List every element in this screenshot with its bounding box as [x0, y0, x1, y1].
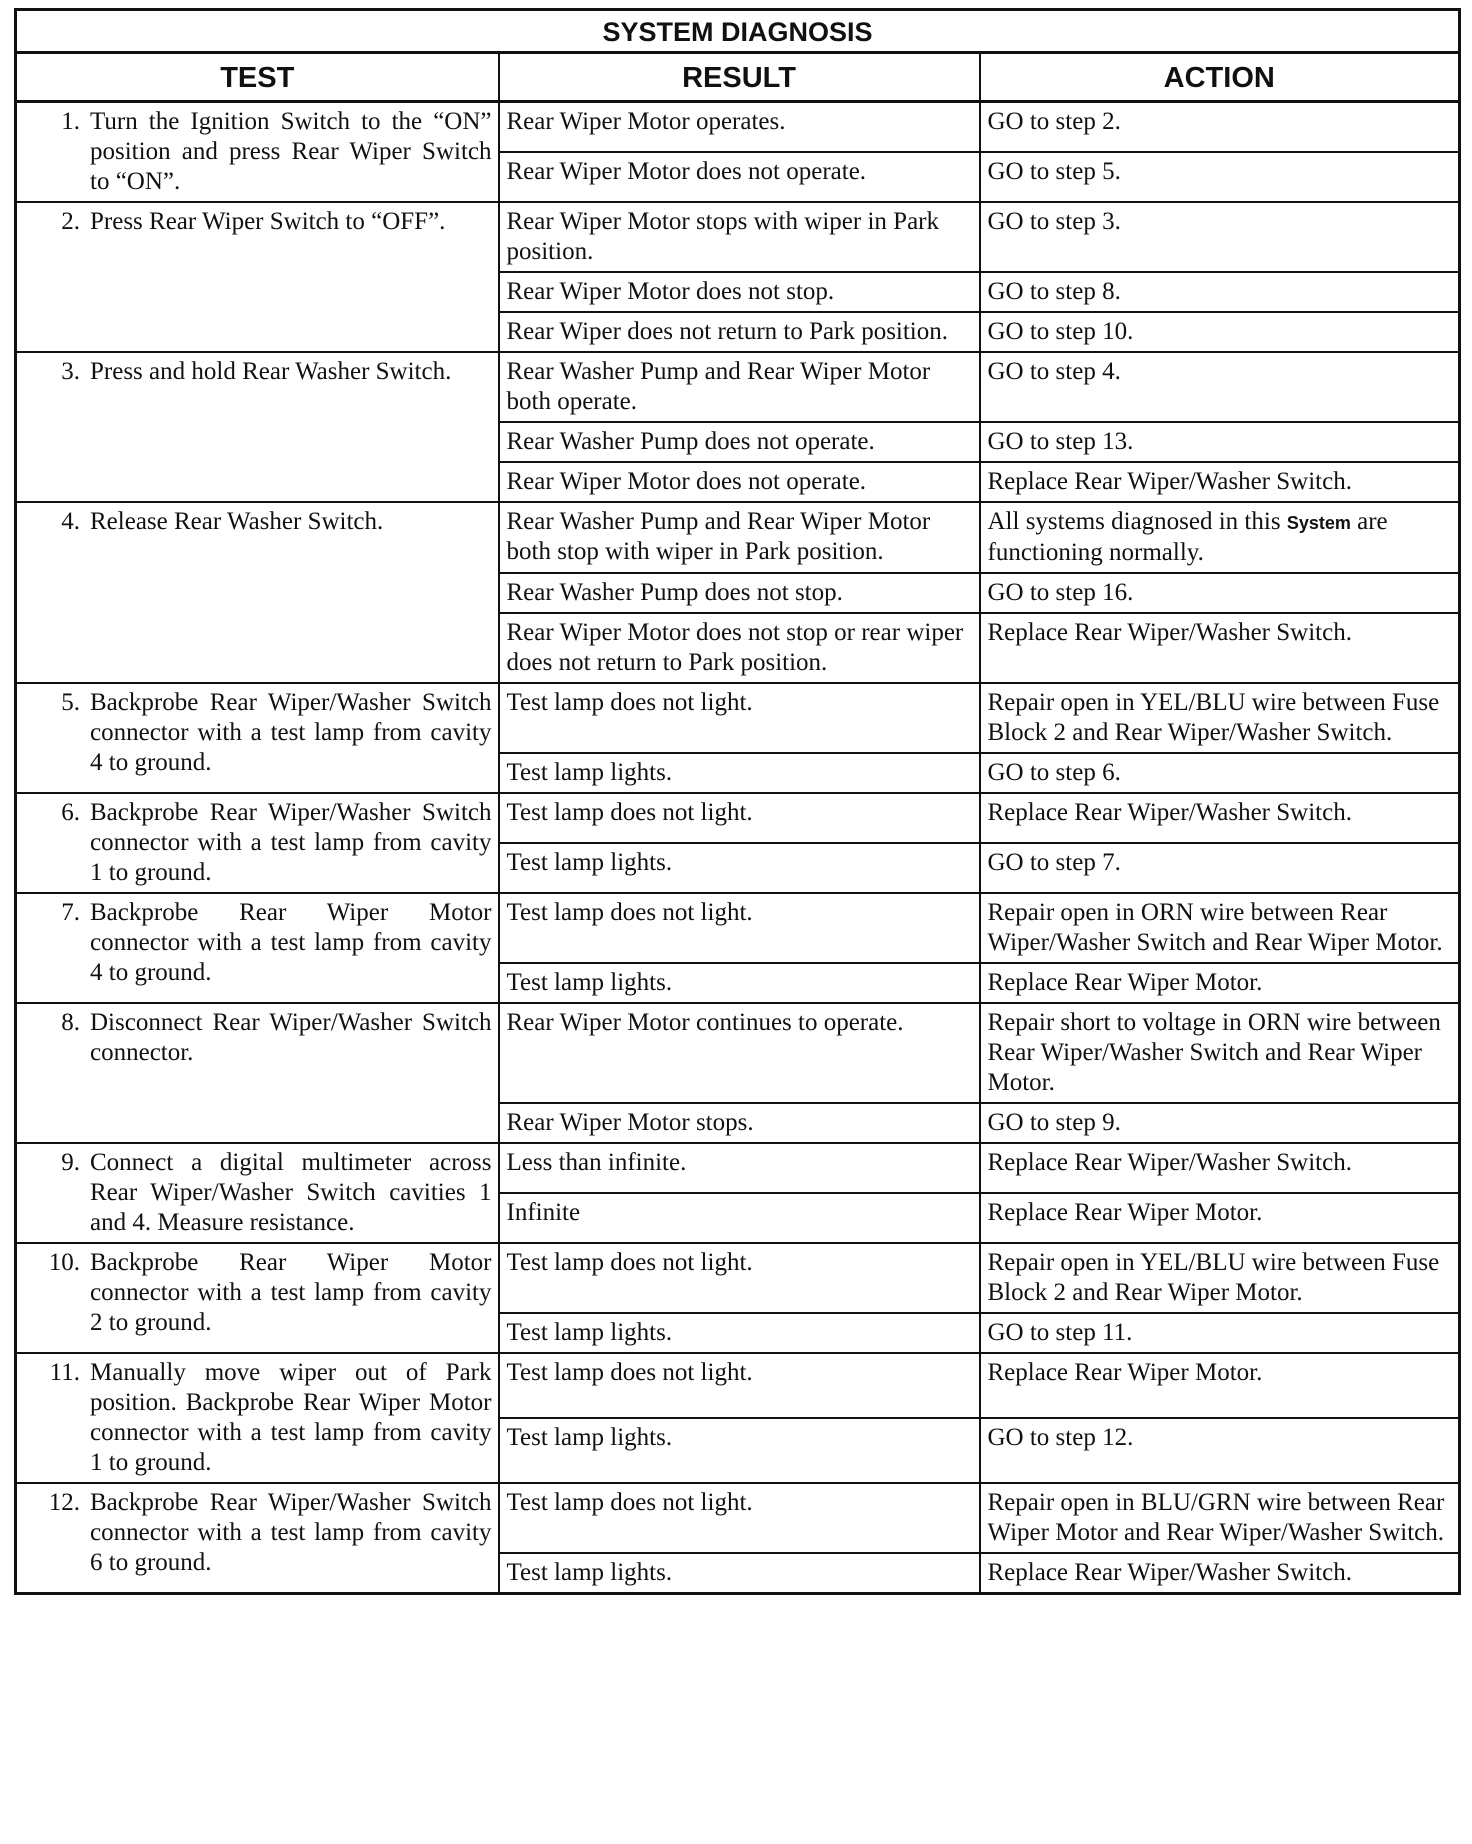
action-cell: GO to step 6.	[980, 753, 1460, 793]
action-cell: Replace Rear Wiper/Washer Switch.	[980, 462, 1460, 502]
action-cell: Repair short to voltage in ORN wire between Rear Wiper/Washer Switch and Rear Wiper Motor.	[980, 1003, 1460, 1103]
result-cell: Rear Wiper Motor does not stop or rear wiper does not return to Park position.	[499, 613, 980, 683]
result-cell: Test lamp lights.	[499, 1418, 980, 1483]
result-cell: Infinite	[499, 1193, 980, 1243]
column-header-result: RESULT	[499, 53, 980, 102]
action-cell: GO to step 7.	[980, 843, 1460, 893]
action-cell: GO to step 10.	[980, 312, 1460, 352]
step-number: 5.	[61, 689, 80, 716]
result-cell: Test lamp lights.	[499, 843, 980, 893]
test-cell-step-9	[16, 1143, 499, 1243]
test-cell-step-11	[16, 1353, 499, 1483]
step-number: 10.	[48, 1249, 80, 1276]
table-body	[16, 102, 1460, 1594]
result-cell: Test lamp lights.	[499, 963, 980, 1003]
table-title: SYSTEM DIAGNOSIS	[16, 10, 1460, 53]
test-cell-step-5	[16, 683, 499, 793]
table-row	[16, 352, 1460, 422]
result-cell: Rear Wiper Motor operates.	[499, 102, 980, 153]
action-cell: Repair open in YEL/BLU wire between Fuse Block 2 and Rear Wiper/Washer Switch.	[980, 683, 1460, 753]
test-instruction: Backprobe Rear Wiper Motor connector with a test lamp from cavity 2 to ground.	[90, 1249, 492, 1336]
table-row	[16, 1243, 1460, 1313]
action-cell: GO to step 9.	[980, 1103, 1460, 1143]
test-instruction: Disconnect Rear Wiper/Washer Switch connector.	[90, 1009, 492, 1066]
action-cell: GO to step 11.	[980, 1313, 1460, 1353]
result-cell: Less than infinite.	[499, 1143, 980, 1193]
step-number: 11.	[49, 1359, 80, 1386]
action-text: are functioning normally.	[987, 508, 1388, 566]
action-cell: Repair open in BLU/GRN wire between Rear Wiper Motor and Rear Wiper/Washer Switch.	[980, 1483, 1460, 1553]
action-cell: Replace Rear Wiper/Washer Switch.	[980, 793, 1460, 843]
table-row	[16, 1353, 1460, 1418]
test-instruction: Backprobe Rear Wiper/Washer Switch connector with a test lamp from cavity 4 to ground.	[90, 689, 492, 776]
table-row	[16, 1003, 1460, 1103]
step-number: 4.	[61, 508, 80, 535]
result-cell: Test lamp does not light.	[499, 1483, 980, 1553]
table-row	[16, 102, 1460, 153]
result-cell: Rear Wiper Motor does not operate.	[499, 462, 980, 502]
action-cell: GO to step 12.	[980, 1418, 1460, 1483]
result-cell: Rear Wiper Motor stops with wiper in Park position.	[499, 202, 980, 272]
result-cell: Rear Washer Pump does not operate.	[499, 422, 980, 462]
result-cell: Test lamp does not light.	[499, 683, 980, 753]
result-cell: Test lamp does not light.	[499, 893, 980, 963]
result-cell: Rear Wiper Motor continues to operate.	[499, 1003, 980, 1103]
result-cell: Rear Washer Pump and Rear Wiper Motor both stop with wiper in Park position.	[499, 502, 980, 573]
action-cell: GO to step 13.	[980, 422, 1460, 462]
table-row	[16, 683, 1460, 753]
result-cell: Rear Wiper Motor does not operate.	[499, 152, 980, 202]
test-instruction: Press and hold Rear Washer Switch.	[90, 358, 452, 385]
table-row	[16, 793, 1460, 843]
action-cell: GO to step 3.	[980, 202, 1460, 272]
step-number: 6.	[61, 799, 80, 826]
test-instruction: Backprobe Rear Wiper/Washer Switch connector with a test lamp from cavity 6 to ground.	[90, 1489, 492, 1576]
action-cell: GO to step 8.	[980, 272, 1460, 312]
action-cell: Replace Rear Wiper/Washer Switch.	[980, 613, 1460, 683]
test-cell-step-8	[16, 1003, 499, 1143]
step-number: 8.	[61, 1009, 80, 1036]
result-cell: Rear Wiper does not return to Park position.	[499, 312, 980, 352]
test-instruction: Connect a digital multimeter across Rear Wiper/Washer Switch cavities 1 and 4. Measure resistance.	[90, 1149, 492, 1236]
test-cell-step-4	[16, 502, 499, 683]
result-cell: Test lamp lights.	[499, 1553, 980, 1594]
action-cell: Replace Rear Wiper Motor.	[980, 1193, 1460, 1243]
result-cell: Rear Wiper Motor stops.	[499, 1103, 980, 1143]
system-diagnosis-table	[14, 8, 1461, 1595]
test-cell-step-2	[16, 202, 499, 352]
action-text-small: System	[1286, 513, 1351, 533]
system-diagnosis-document	[14, 8, 1458, 1595]
test-instruction: Manually move wiper out of Park position. Backprobe Rear Wiper Motor connector with a test lamp from cavity 1 to ground.	[90, 1359, 492, 1476]
action-cell: Replace Rear Wiper/Washer Switch.	[980, 1143, 1460, 1193]
test-instruction: Backprobe Rear Wiper Motor connector with a test lamp from cavity 4 to ground.	[90, 899, 492, 986]
table-row	[16, 1483, 1460, 1553]
action-cell: GO to step 5.	[980, 152, 1460, 202]
result-cell: Test lamp does not light.	[499, 1353, 980, 1418]
test-instruction: Release Rear Washer Switch.	[90, 508, 384, 535]
test-instruction: Press Rear Wiper Switch to “OFF”.	[90, 208, 446, 235]
result-cell: Rear Washer Pump and Rear Wiper Motor both operate.	[499, 352, 980, 422]
test-cell-step-7	[16, 893, 499, 1003]
test-cell-step-12	[16, 1483, 499, 1594]
action-cell: Replace Rear Wiper Motor.	[980, 1353, 1460, 1418]
result-cell: Test lamp does not light.	[499, 1243, 980, 1313]
result-cell: Rear Washer Pump does not stop.	[499, 573, 980, 613]
action-cell: GO to step 2.	[980, 102, 1460, 153]
step-number: 9.	[61, 1149, 80, 1176]
test-instruction: Backprobe Rear Wiper/Washer Switch connector with a test lamp from cavity 1 to ground.	[90, 799, 492, 886]
test-cell-step-3	[16, 352, 499, 502]
column-header-action: ACTION	[980, 53, 1460, 102]
action-cell: GO to step 16.	[980, 573, 1460, 613]
result-cell: Test lamp lights.	[499, 1313, 980, 1353]
result-cell: Test lamp does not light.	[499, 793, 980, 843]
step-number: 12.	[48, 1489, 80, 1516]
table-row	[16, 202, 1460, 272]
test-cell-step-1	[16, 102, 499, 203]
action-cell: Replace Rear Wiper Motor.	[980, 963, 1460, 1003]
action-cell: GO to step 4.	[980, 352, 1460, 422]
action-text: All systems diagnosed in this	[987, 508, 1287, 535]
column-header-test: TEST	[16, 53, 499, 102]
step-number: 1.	[61, 108, 80, 135]
action-cell	[980, 502, 1460, 573]
result-cell: Test lamp lights.	[499, 753, 980, 793]
test-instruction: Turn the Ignition Switch to the “ON” position and press Rear Wiper Switch to “ON”.	[90, 108, 492, 195]
table-row	[16, 893, 1460, 963]
result-cell: Rear Wiper Motor does not stop.	[499, 272, 980, 312]
step-number: 3.	[61, 358, 80, 385]
action-cell: Repair open in ORN wire between Rear Wiper/Washer Switch and Rear Wiper Motor.	[980, 893, 1460, 963]
action-cell: Replace Rear Wiper/Washer Switch.	[980, 1553, 1460, 1594]
table-row	[16, 502, 1460, 573]
test-cell-step-10	[16, 1243, 499, 1353]
step-number: 7.	[61, 899, 80, 926]
test-cell-step-6	[16, 793, 499, 893]
table-row	[16, 1143, 1460, 1193]
action-cell: Repair open in YEL/BLU wire between Fuse Block 2 and Rear Wiper Motor.	[980, 1243, 1460, 1313]
step-number: 2.	[61, 208, 80, 235]
